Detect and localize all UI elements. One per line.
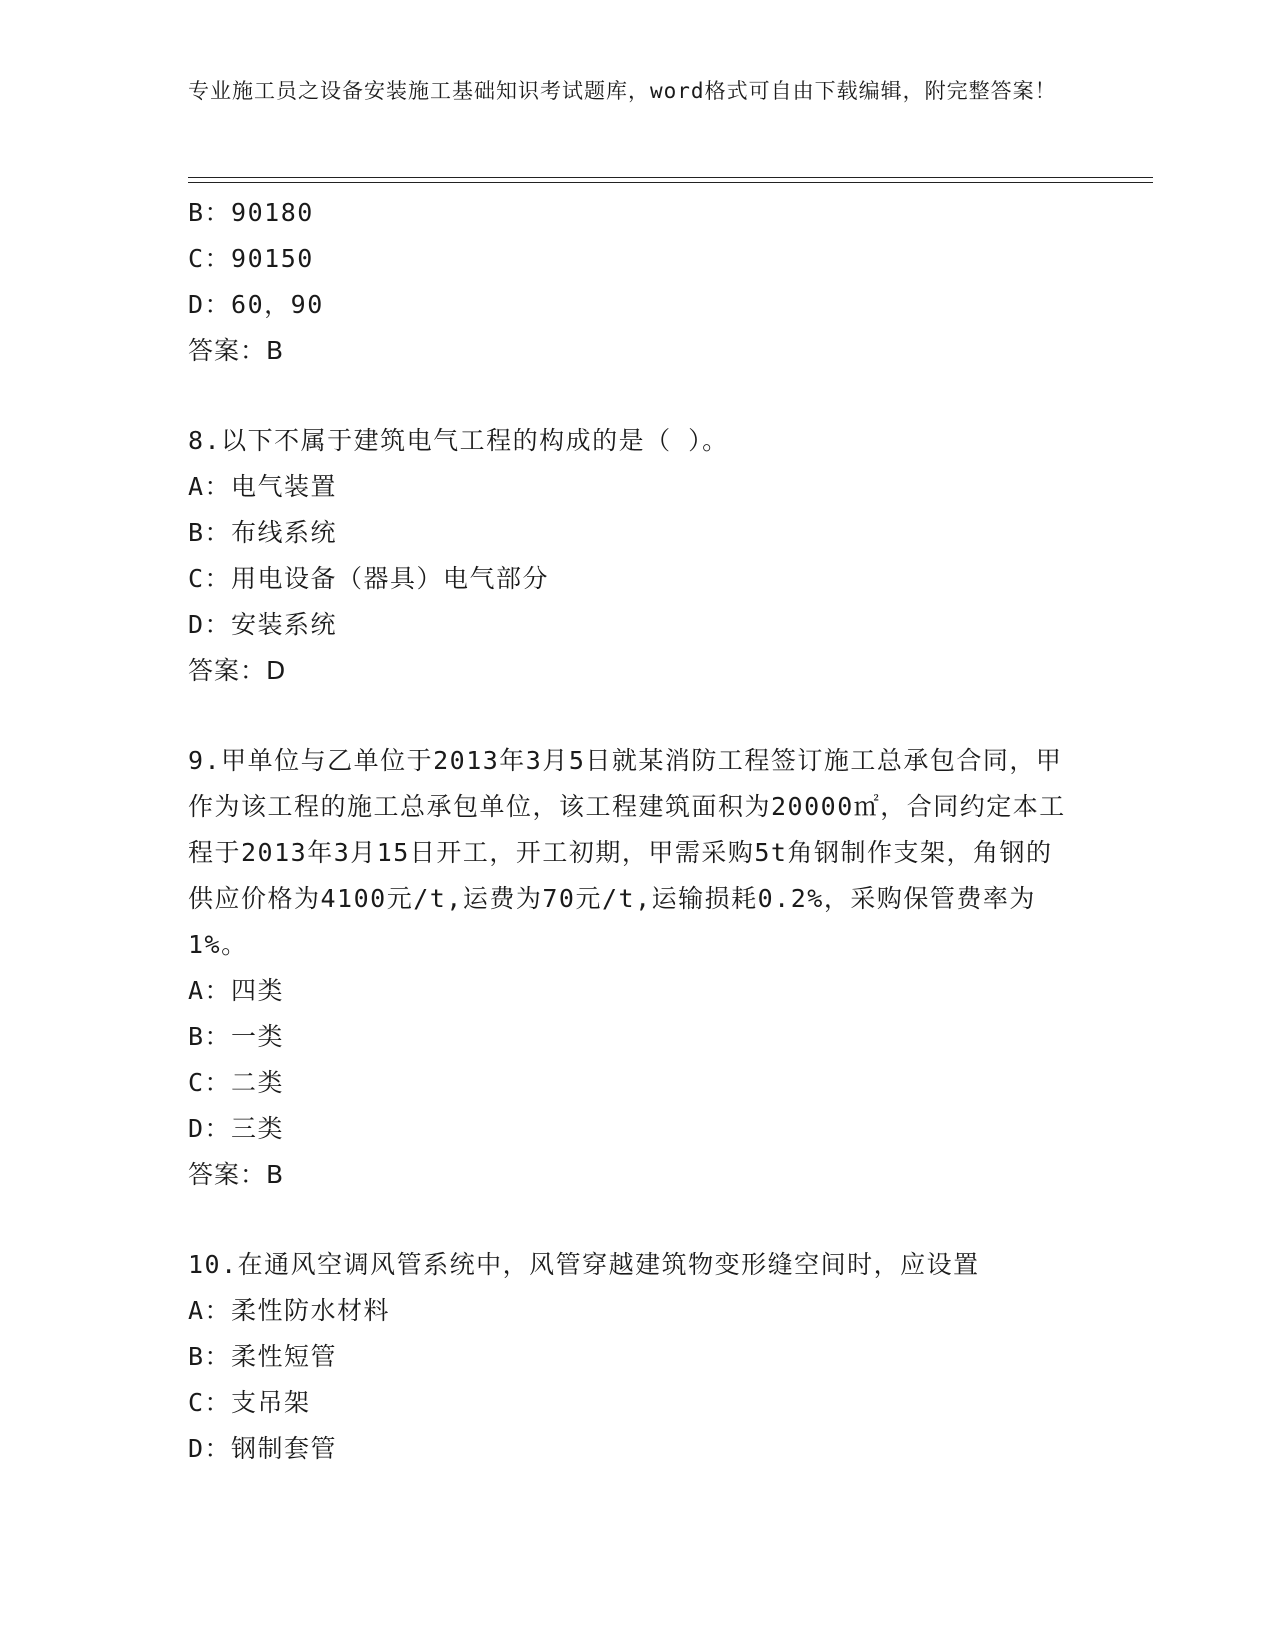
answer-line: 答案：D [188,656,287,685]
spacer [188,1198,1088,1242]
question-text: 10.在通风空调风管系统中，风管穿越建筑物变形缝空间时，应设置 [188,1250,980,1279]
option-c: C：90150 [188,244,314,273]
option-a: A：四类 [188,976,285,1005]
document-header: 专业施工员之设备安装施工基础知识考试题库，word格式可自由下载编辑，附完整答案！ [188,79,1057,103]
option-c: C：用电设备（器具）电气部分 [188,564,550,593]
question-text: 9.甲单位与乙单位于2013年3月5日就某消防工程签订施工总承包合同，甲作为该工程的施工总承包单位，该工程建筑面积为20000㎡，合同约定本工程于2013年3月15日开工，开工初期，甲需采购5t角钢制作支架，角钢的供应价格为4100元/t,运费为70元/t,运输损耗0.2%，采购保管费率为1%。 [188,746,1066,959]
question-10-block [188,1242,1088,1472]
option-d: D：三类 [188,1114,285,1143]
option-a: A：电气装置 [188,472,338,501]
header-rule-bottom [188,182,1153,183]
option-d: D：安装系统 [188,610,338,639]
answer-line: 答案：B [188,1160,285,1189]
question-9-block [188,738,1088,1198]
option-a: A：柔性防水材料 [188,1296,391,1325]
question-7-block [188,190,1088,374]
option-b: B：一类 [188,1022,285,1051]
option-d: D：60，90 [188,290,324,319]
question-text: 8.以下不属于建筑电气工程的构成的是（ ）。 [188,426,729,455]
option-d: D：钢制套管 [188,1434,338,1463]
option-c: C：二类 [188,1068,285,1097]
question-8-block [188,418,1088,694]
option-b: B：90180 [188,198,314,227]
spacer [188,694,1088,738]
option-c: C：支吊架 [188,1388,311,1417]
spacer [188,374,1088,418]
header-rule-top [188,177,1153,178]
option-b: B：柔性短管 [188,1342,338,1371]
question-list [188,190,1088,1472]
option-b: B：布线系统 [188,518,338,547]
answer-line: 答案：B [188,336,285,365]
